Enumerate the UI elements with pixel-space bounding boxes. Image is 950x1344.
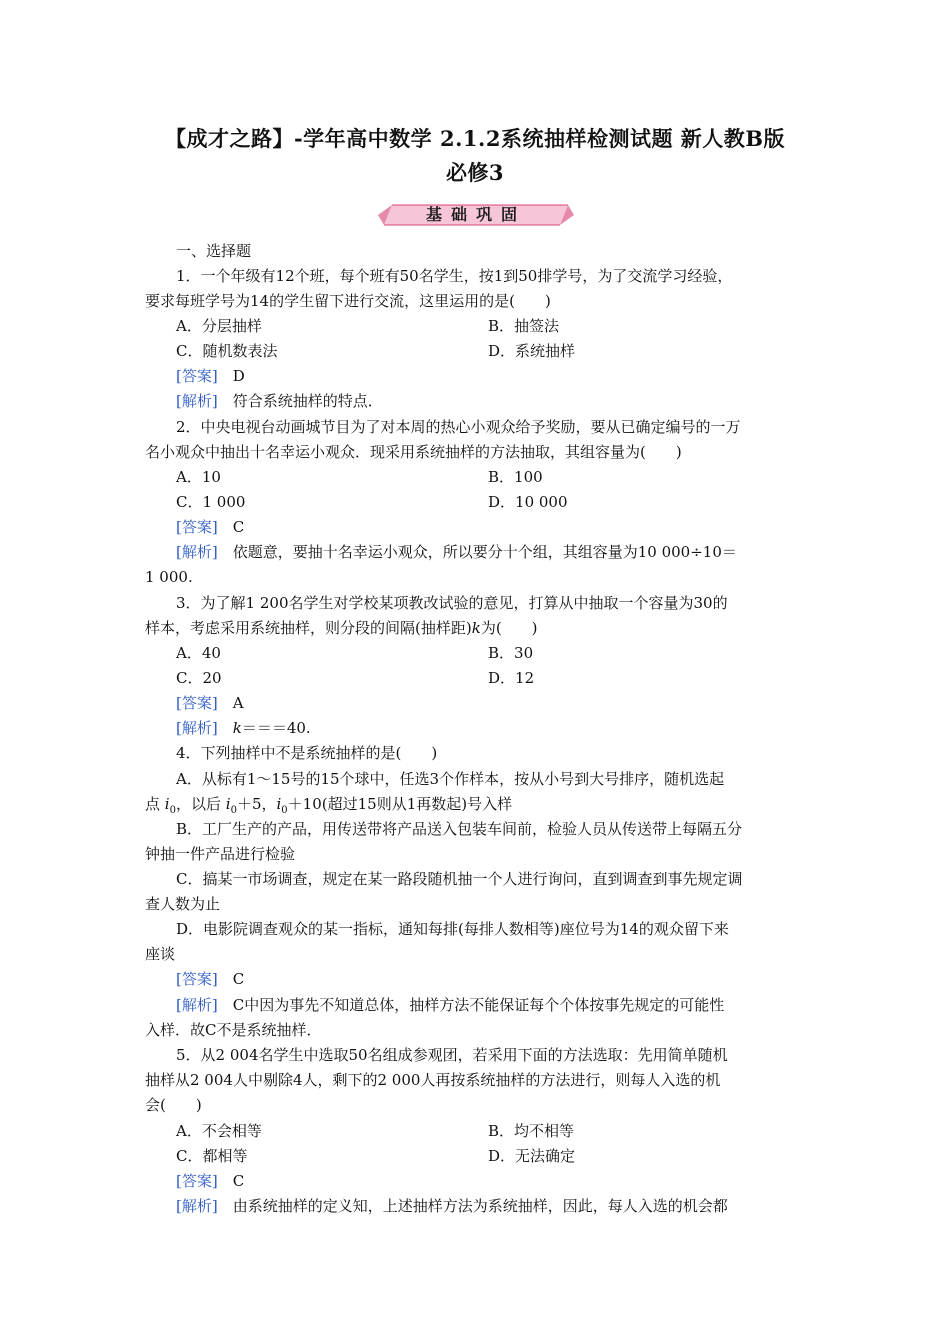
math-subscript: 0 (169, 805, 176, 816)
question-1-option-c: C．随机数表法 (176, 342, 278, 360)
question-3-answer (176, 693, 244, 713)
question-5-stem-line-1: 5．从2 004名学生中选取50名组成参观团，若采用下面的方法选取：先用简单随机 (176, 1046, 728, 1064)
math-variable-k: k (471, 619, 481, 637)
math-variable-i: i (276, 795, 282, 813)
analysis-label: [解析] (176, 1197, 218, 1215)
answer-label: [答案] (176, 367, 218, 385)
math-subscript: 0 (230, 805, 237, 816)
question-5-option-b: B．均不相等 (488, 1122, 575, 1140)
answer-value: A (232, 694, 244, 712)
question-5-stem-line-2: 抽样从2 004人中剔除4人，剩下的2 000人再按系统抽样的方法进行，则每人入选的机 (145, 1071, 721, 1089)
option-text: ＋10(超过15则从1再数起)号入样 (287, 795, 513, 813)
question-4-stem: 4．下列抽样中不是系统抽样的是( ) (176, 744, 438, 762)
question-4-option-d-line-2: 座谈 (145, 945, 176, 963)
question-3-stem-line-2 (145, 618, 538, 638)
question-5-option-d: D．无法确定 (488, 1147, 576, 1165)
question-5-answer (176, 1171, 244, 1191)
analysis-text: C中因为事先不知道总体，抽样方法不能保证每个个体按事先规定的可能性 (232, 996, 725, 1014)
question-3-option-a: A．40 (176, 644, 221, 662)
question-2-stem-line-2: 名小观众中抽出十名幸运小观众．现采用系统抽样的方法抽取，其组容量为( ) (145, 443, 682, 461)
analysis-text: 依题意，要抽十名幸运小观众，所以要分十个组，其组容量为10 000÷10＝ (232, 543, 737, 561)
question-3-option-c: C．20 (176, 669, 222, 687)
option-text: ，以后 (175, 795, 226, 813)
answer-value: D (232, 367, 245, 385)
math-variable-k: k (232, 719, 242, 737)
question-2-stem-line-1: 2．中央电视台动画城节目为了对本周的热心小观众给予奖励，要从已确定编号的一万 (176, 418, 741, 436)
question-1-option-d: D．系统抽样 (488, 342, 576, 360)
answer-value: C (232, 1172, 245, 1190)
math-variable-i: i (164, 795, 170, 813)
question-5-analysis (176, 1196, 728, 1216)
question-5-option-a: A．不会相等 (176, 1122, 262, 1140)
stem-text: 样本，考虑采用系统抽样，则分段的间隔(抽样距) (145, 619, 472, 637)
section-banner (378, 203, 574, 227)
question-2-option-a: A．10 (176, 468, 221, 486)
option-text: ＋5， (236, 795, 277, 813)
section-banner-label: 基础巩固 (425, 205, 526, 224)
analysis-text: 由系统抽样的定义知，上述抽样方法为系统抽样，因此，每人入选的机会都 (232, 1197, 728, 1215)
question-1-option-a: A．分层抽样 (176, 317, 262, 335)
question-2-option-d: D．10 000 (488, 493, 568, 511)
question-1-option-b: B．抽签法 (488, 317, 560, 335)
answer-value: C (232, 970, 245, 988)
document-title-line-2: 必修3 (445, 160, 505, 185)
math-subscript: 0 (281, 805, 288, 816)
question-2-option-c: C．1 000 (176, 493, 246, 511)
analysis-text: ＝＝＝40. (241, 719, 311, 737)
question-4-option-c-line-2: 查人数为止 (145, 895, 221, 913)
document-title-line-1: 【成才之路】-学年高中数学 2.1.2系统抽样检测试题 新人教B版 (164, 126, 786, 151)
analysis-text: 符合系统抽样的特点． (232, 392, 383, 410)
question-2-analysis-line-2: 1 000. (145, 568, 193, 586)
question-3-option-d: D．12 (488, 669, 535, 687)
question-2-analysis (176, 542, 737, 562)
question-2-answer (176, 517, 244, 537)
answer-label: [答案] (176, 1172, 218, 1190)
question-1-stem-line-2: 要求每班学号为14的学生留下进行交流，这里运用的是( ) (145, 292, 551, 310)
stem-text: 为( ) (480, 619, 538, 637)
analysis-label: [解析] (176, 996, 218, 1014)
question-4-analysis (176, 995, 724, 1015)
answer-label: [答案] (176, 518, 218, 536)
question-4-analysis-line-2: 入样．故C不是系统抽样． (145, 1021, 322, 1039)
question-4-option-b-line-1: B．工厂生产的产品，用传送带将产品送入包装车间前，检验人员从传送带上每隔五分 (176, 820, 743, 838)
answer-label: [答案] (176, 970, 218, 988)
question-1-stem-line-1: 1．一个年级有12个班，每个班有50名学生，按1到50排学号，为了交流学习经验， (176, 267, 733, 285)
question-4-option-b-line-2: 钟抽一件产品进行检验 (145, 845, 296, 863)
math-variable-i: i (225, 795, 231, 813)
question-1-answer (176, 366, 245, 386)
question-4-option-a-line-2 (145, 794, 512, 814)
question-5-stem-line-3: 会( ) (145, 1096, 202, 1114)
question-5-option-c: C．都相等 (176, 1147, 248, 1165)
question-4-option-d-line-1: D．电影院调查观众的某一指标，通知每排(每排人数相等)座位号为14的观众留下来 (176, 920, 729, 938)
option-text: 点 (145, 795, 165, 813)
question-4-option-a-line-1: A．从标有1～15号的15个球中，任选3个作样本，按从小号到大号排序，随机选起 (176, 770, 725, 788)
question-4-option-c-line-1: C．搞某一市场调查，规定在某一路段随机抽一个人进行询问，直到调查到事先规定调 (176, 870, 743, 888)
analysis-label: [解析] (176, 719, 218, 737)
analysis-label: [解析] (176, 543, 218, 561)
question-3-stem-line-1: 3．为了解1 200名学生对学校某项教改试验的意见，打算从中抽取一个容量为30的 (176, 594, 728, 612)
question-3-analysis (176, 718, 311, 738)
question-4-answer (176, 969, 244, 989)
question-1-analysis (176, 391, 383, 411)
answer-value: C (232, 518, 245, 536)
question-3-option-b: B．30 (488, 644, 534, 662)
question-2-option-b: B．100 (488, 468, 543, 486)
analysis-label: [解析] (176, 392, 218, 410)
section-heading: 一、选择题 (176, 242, 252, 260)
answer-label: [答案] (176, 694, 218, 712)
